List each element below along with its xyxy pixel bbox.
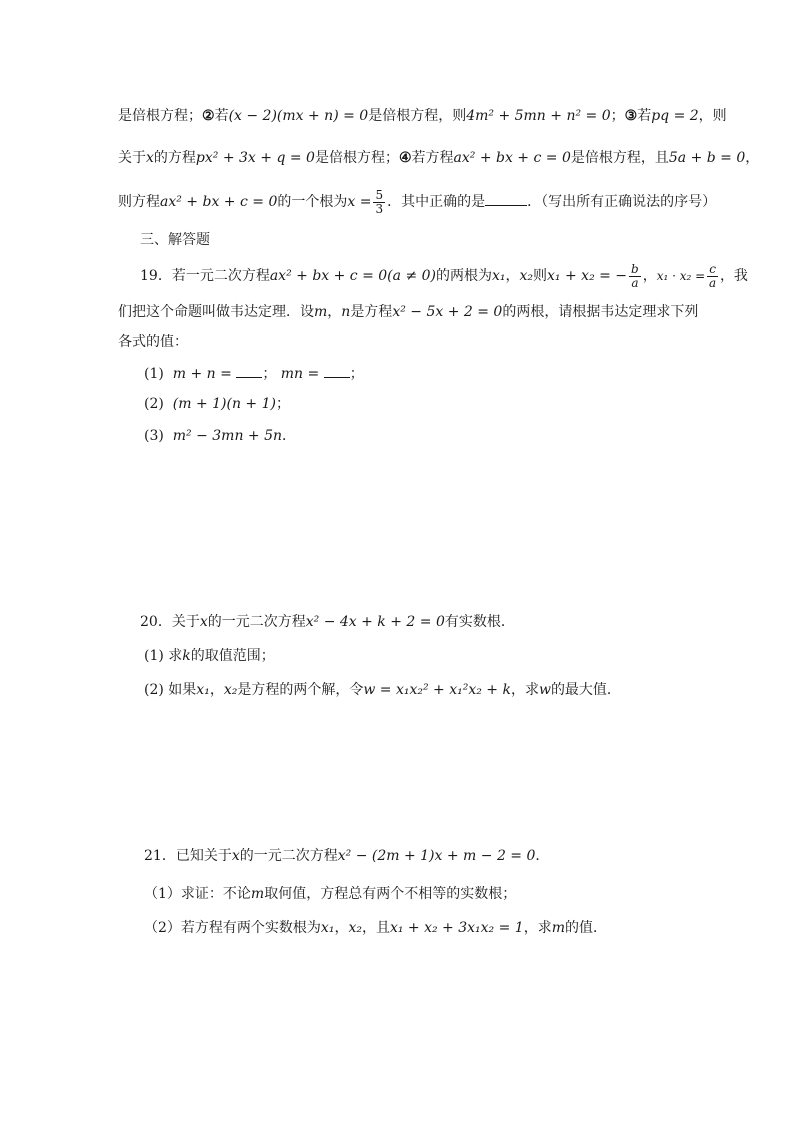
- text: ．（写出所有正确说法的序号）: [527, 194, 717, 210]
- part-label: (1): [144, 366, 164, 382]
- circled-number-4: ④: [398, 150, 412, 166]
- variable-x: x: [146, 150, 154, 166]
- problem18-continued-line3: [118, 188, 716, 216]
- variable-x2: x₂: [348, 920, 362, 936]
- q20-line1: [140, 612, 515, 632]
- expression-m-plus-n: m + n =: [172, 366, 232, 382]
- text: ，: [505, 268, 520, 284]
- text: 是倍根方程，且: [570, 150, 669, 166]
- variable-x: x: [199, 614, 208, 630]
- answer-blank-sum[interactable]: [236, 365, 262, 378]
- text: ；: [610, 108, 625, 124]
- text: ；: [349, 366, 364, 382]
- text: 的一元二次方程: [239, 848, 338, 864]
- section-heading: 三、解答题: [140, 232, 210, 248]
- q19-part3: [144, 426, 296, 446]
- text: 是方程: [350, 304, 393, 320]
- text: ；: [275, 396, 290, 412]
- equation-px2-3x-q: px² + 3x + q = 0: [195, 150, 315, 166]
- text: 的值．: [564, 920, 607, 936]
- text: 则方程: [118, 194, 160, 210]
- expression-m2-3mn-5n: m² − 3mn + 5n: [172, 428, 283, 444]
- variable-k: k: [182, 648, 191, 664]
- expression-m1-n1: (m + 1)(n + 1): [172, 396, 276, 412]
- text: ，则: [698, 108, 727, 124]
- q19-part2: [144, 394, 290, 414]
- variable-m: m: [314, 304, 328, 320]
- equation-x2-2m1-x-m-2: x² − (2m + 1)x + m − 2 = 0: [337, 848, 536, 864]
- text: ．: [282, 428, 297, 444]
- text: ，且: [361, 920, 390, 936]
- text: 取何值，方程总有两个不相等的实数根；: [264, 886, 517, 902]
- text: 若方程: [411, 150, 454, 166]
- part-label: (1): [144, 648, 164, 664]
- variable-w: w: [538, 682, 551, 698]
- text: ，我: [719, 268, 748, 284]
- fraction-b-over-a: $\frac{b}{a}$: [631, 261, 639, 290]
- q21-line1: [144, 846, 549, 866]
- q19-line1: [140, 262, 748, 290]
- text: 21．已知关于: [144, 848, 232, 864]
- variable-n: n: [341, 304, 351, 320]
- text: 20．关于: [140, 614, 200, 630]
- part-label: (2): [144, 682, 164, 698]
- part-label: (3): [144, 428, 164, 444]
- text: 19．若一元二次方程: [140, 268, 270, 284]
- equation-w-definition: w = x₁x₂² + x₁²x₂ + k: [363, 682, 511, 698]
- equation-sum-plus-3product: x₁ + x₂ + 3x₁x₂ = 1: [389, 920, 524, 936]
- text: 的最大值．: [550, 682, 621, 698]
- text: 如果: [168, 682, 197, 698]
- q19-part1: [144, 364, 364, 384]
- expression-mn: mn =: [280, 366, 320, 382]
- q20-part2: [144, 680, 621, 700]
- text: 是倍根方程；: [314, 150, 399, 166]
- fraction-c-over-a: $\frac{c}{a}$: [708, 261, 717, 290]
- text: 是方程的两个解，令: [237, 682, 364, 698]
- circled-number-2: ②: [202, 108, 215, 124]
- equation-4m2-5mn-n2: 4m² + 5mn + n² = 0: [466, 108, 611, 124]
- text: 求: [168, 648, 183, 664]
- text: 的一元二次方程: [207, 614, 306, 630]
- equation-ax2-bx-c: ax² + bx + c = 0: [453, 150, 571, 166]
- text: 若: [637, 108, 652, 124]
- text: 的一个根为: [277, 194, 348, 210]
- text: ，: [642, 268, 657, 284]
- text: （2）若方程有两个实数根为: [144, 920, 321, 936]
- text: ，: [334, 920, 349, 936]
- text: 的取值范围；: [190, 648, 275, 664]
- problem18-continued-line2: [118, 148, 759, 168]
- text: ，: [745, 150, 760, 166]
- q20-part1: [144, 646, 275, 666]
- circled-number-3: ③: [624, 108, 638, 124]
- text: 的两根，请根据韦达定理求下列: [502, 304, 699, 320]
- equation-5a-b: 5a + b = 0: [668, 150, 746, 166]
- equation-x2-4x-k-2: x² − 4x + k + 2 = 0: [305, 614, 445, 630]
- part-label: (2): [144, 396, 164, 412]
- equation-x2-5x-2: x² − 5x + 2 = 0: [392, 304, 503, 320]
- variable-x1: x₁: [492, 268, 506, 284]
- text: ．: [535, 848, 550, 864]
- text: 是倍根方程；: [118, 108, 202, 124]
- variable-m: m: [551, 920, 565, 936]
- text: 则: [533, 268, 548, 284]
- equation-x-equals: x =: [347, 194, 372, 210]
- text: ，求: [523, 920, 552, 936]
- text: 有实数根．: [444, 614, 515, 630]
- equation-pq-2: pq = 2: [651, 108, 699, 124]
- equation-product-of-roots: x₁ · x₂ =: [656, 269, 706, 283]
- text: ，: [209, 682, 224, 698]
- q21-part2: [144, 918, 607, 938]
- q21-part1: [144, 884, 516, 904]
- fraction-5-over-3: $\frac{5}{3}$: [375, 187, 384, 216]
- variable-x2: x₂: [223, 682, 238, 698]
- variable-x2: x₂: [519, 268, 534, 284]
- answer-blank-product[interactable]: [324, 365, 350, 378]
- variable-x1: x₁: [320, 920, 335, 936]
- text: 若: [214, 108, 229, 124]
- q19-line2: [118, 302, 698, 322]
- answer-blank[interactable]: [485, 193, 527, 206]
- equation-quadratic-general: ax² + bx + c = 0(a ≠ 0): [269, 268, 436, 284]
- q19-line3: 各式的值：: [118, 334, 188, 350]
- text: 的方程: [153, 150, 196, 166]
- text: ；: [262, 366, 277, 382]
- variable-x1: x₁: [196, 682, 210, 698]
- text: 的两根为: [436, 268, 492, 284]
- text: ，求: [510, 682, 539, 698]
- variable-m: m: [250, 886, 265, 902]
- equation-x-minus-2-mx-plus-n: (x − 2)(mx + n) = 0: [228, 108, 369, 124]
- equation-ax2-bx-c: ax² + bx + c = 0: [160, 194, 278, 210]
- text: 关于: [118, 150, 146, 166]
- variable-x: x: [231, 848, 240, 864]
- problem18-continued-line1: [118, 106, 727, 126]
- equation-sum-of-roots: x₁ + x₂ = −: [547, 268, 628, 284]
- text: 是倍根方程，则: [368, 108, 467, 124]
- text: ．其中正确的是: [387, 194, 486, 210]
- text: ，: [327, 304, 342, 320]
- text: 们把这个命题叫做韦达定理．设: [118, 304, 314, 320]
- text: （1）求证：不论: [144, 886, 251, 902]
